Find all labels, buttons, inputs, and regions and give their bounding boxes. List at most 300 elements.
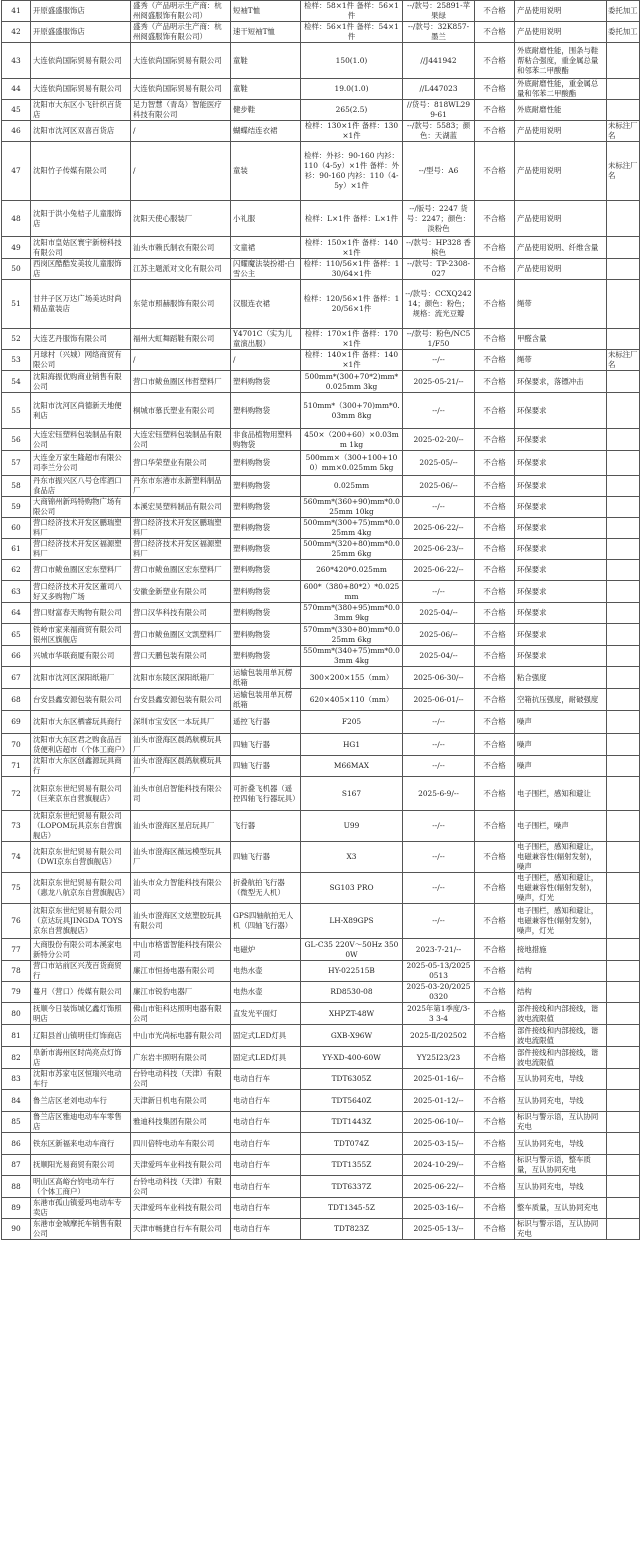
batch-cell: --/-- — [403, 711, 475, 734]
product-cell: 固定式LED灯具 — [231, 1025, 301, 1047]
result-cell: 不合格 — [475, 689, 515, 711]
product-cell: 文童裙 — [231, 237, 301, 259]
failed-items-cell: 电子围栏，感知和避让，电磁兼容性(辐射发射)，噪声 — [515, 842, 607, 873]
remark-cell: 未标注厂名 — [607, 142, 640, 201]
maker-cell: 廉江市锐豹电器厂 — [131, 982, 231, 1003]
failed-items-cell: 环保要求 — [515, 451, 607, 476]
row-number: 74 — [2, 842, 31, 873]
spec-cell: 500mm*(320+80)mm*0.025mm 6kg — [301, 539, 403, 560]
result-cell: 不合格 — [475, 329, 515, 350]
spec-cell: HY-022515B — [301, 961, 403, 982]
product-cell: 运输包装用单瓦楞纸箱 — [231, 689, 301, 711]
batch-cell: 2025-03-20/20250320 — [403, 982, 475, 1003]
failed-items-cell: 互认协同充电，导线 — [515, 1069, 607, 1090]
failed-items-cell: 产品使用说明 — [515, 1, 607, 22]
row-number: 87 — [2, 1155, 31, 1176]
remark-cell — [607, 667, 640, 689]
table-row — [2, 1, 640, 22]
row-number: 61 — [2, 539, 31, 560]
row-number: 83 — [2, 1069, 31, 1090]
table-row — [2, 350, 640, 371]
seller-cell: 蔓月（营口）传媒有限公司 — [31, 982, 131, 1003]
spec-cell: 检样：110/56×1件 备样：130/64×1件 — [301, 259, 403, 280]
product-cell: 电动自行车 — [231, 1219, 301, 1240]
table-row — [2, 811, 640, 842]
seller-cell: 铁东区新福来电动车商行 — [31, 1133, 131, 1155]
batch-cell: 2025-03-16/-- — [403, 1198, 475, 1219]
maker-cell: 中山市格雷智能科技有限公司 — [131, 939, 231, 961]
result-cell: 不合格 — [475, 560, 515, 581]
product-cell: 运输包装用单瓦楞纸箱 — [231, 667, 301, 689]
failed-items-cell: 产品使用说明 — [515, 259, 607, 280]
seller-cell: 大连宏钰塑料包装制品有限公司 — [31, 429, 131, 451]
maker-cell: 天津市畅捷自行车有限公司 — [131, 1219, 231, 1240]
maker-cell: 广东岩丰照明有限公司 — [131, 1047, 231, 1069]
product-cell: 电热水壶 — [231, 961, 301, 982]
batch-cell: 2025-06-22/-- — [403, 560, 475, 581]
remark-cell — [607, 939, 640, 961]
seller-cell: 大商股份有限公司本溪家电新特分公司 — [31, 939, 131, 961]
product-cell: 塑料购物袋 — [231, 451, 301, 476]
product-cell: 固定式LED灯具 — [231, 1047, 301, 1069]
row-number: 42 — [2, 22, 31, 43]
seller-cell: 沈阳京东世纪贸易有限公司（京达玩具JINGDA TOYS京东自营旗舰店） — [31, 904, 131, 939]
seller-cell: 大商锦州新玛特购物广场有限公司 — [31, 497, 131, 518]
product-cell: 塑料购物袋 — [231, 539, 301, 560]
spec-cell: 检样：56×1件 备样：54×1件 — [301, 22, 403, 43]
result-cell: 不合格 — [475, 259, 515, 280]
failed-items-cell: 空箱抗压强度，耐破强度 — [515, 689, 607, 711]
failed-items-cell: 部件接线和内部接线，谐波电流限值 — [515, 1003, 607, 1025]
seller-cell: 东港市金城摩托车销售有限公司 — [31, 1219, 131, 1240]
row-number: 86 — [2, 1133, 31, 1155]
seller-cell: 东港市孤山镇爱玛电动车专卖店 — [31, 1198, 131, 1219]
product-cell: Y4701C（实为儿童演出服） — [231, 329, 301, 350]
failed-items-cell: 部件接线和内部接线，谐波电流限值 — [515, 1047, 607, 1069]
row-number: 58 — [2, 476, 31, 497]
maker-cell: 汕头市澄海区星启玩具厂 — [131, 811, 231, 842]
seller-cell: 沈阳市大东区小飞针织百货店 — [31, 100, 131, 121]
product-cell: 塑料购物袋 — [231, 518, 301, 539]
failed-items-cell: 甲醛含量 — [515, 329, 607, 350]
table-row — [2, 734, 640, 756]
product-cell: 电动自行车 — [231, 1176, 301, 1198]
spec-cell: 500mm×（300+100+100）mm×0.025mm 5kg — [301, 451, 403, 476]
remark-cell — [607, 1112, 640, 1133]
row-number: 53 — [2, 350, 31, 371]
failed-items-cell: 环保要求 — [515, 603, 607, 624]
maker-cell: 大连依尚国际贸易有限公司 — [131, 43, 231, 79]
failed-items-cell: 环保要求 — [515, 581, 607, 603]
remark-cell — [607, 689, 640, 711]
row-number: 51 — [2, 280, 31, 329]
result-cell: 不合格 — [475, 961, 515, 982]
table-row — [2, 603, 640, 624]
failed-items-cell: 部件接线和内部接线，谐波电流限值 — [515, 1025, 607, 1047]
product-cell: 塑料购物袋 — [231, 560, 301, 581]
batch-cell: 2023-7-21/-- — [403, 939, 475, 961]
maker-cell: 大连依尚国际贸易有限公司 — [131, 79, 231, 100]
spec-cell: 300×200×155（mm） — [301, 667, 403, 689]
table-row — [2, 79, 640, 100]
maker-cell: 天津爱玛车业科技有限公司 — [131, 1198, 231, 1219]
result-cell: 不合格 — [475, 904, 515, 939]
batch-cell: --/款号：CCXQ24214；颜色：粉色；规格：流光豆瓣 — [403, 280, 475, 329]
remark-cell — [607, 329, 640, 350]
spec-cell: YY-XD-400-60W — [301, 1047, 403, 1069]
batch-cell: --/款号：粉色/NC51/F50 — [403, 329, 475, 350]
maker-cell: 大连宏钰塑料包装制品有限公司 — [131, 429, 231, 451]
seller-cell: 沈阳京东世纪贸易有限公司（DWI京东自营旗舰店） — [31, 842, 131, 873]
remark-cell — [607, 79, 640, 100]
seller-cell: 沈阳市沈河区深阳纸箱厂 — [31, 667, 131, 689]
table-row — [2, 1155, 640, 1176]
result-cell: 不合格 — [475, 393, 515, 429]
row-number: 55 — [2, 393, 31, 429]
spec-cell: 500mm*(300+70*2)mm*0.025mm 3kg — [301, 371, 403, 393]
spec-cell: TDT5640Z — [301, 1090, 403, 1112]
spec-cell: 510mm*（300+70)mm*0.03mm 8kg — [301, 393, 403, 429]
table-row — [2, 429, 640, 451]
row-number: 50 — [2, 259, 31, 280]
maker-cell: 天津新日机电有限公司 — [131, 1090, 231, 1112]
inspection-results-table — [1, 0, 640, 1240]
result-cell: 不合格 — [475, 121, 515, 142]
maker-cell: 四川倍特电动车有限公司 — [131, 1133, 231, 1155]
failed-items-cell: 产品使用说明、纤维含量 — [515, 237, 607, 259]
maker-cell: 天津爱玛车业科技有限公司 — [131, 1155, 231, 1176]
batch-cell: 2024-10-29/-- — [403, 1155, 475, 1176]
product-cell: 速干短袖T恤 — [231, 22, 301, 43]
maker-cell: 盛秀（产品明示生产商：杭州阅盛服饰有限公司） — [131, 22, 231, 43]
result-cell: 不合格 — [475, 603, 515, 624]
batch-cell: 2025-06-22/-- — [403, 518, 475, 539]
seller-cell: 沈阳市沈河区双喜百货店 — [31, 121, 131, 142]
row-number: 54 — [2, 371, 31, 393]
spec-cell: XHPZT-48W — [301, 1003, 403, 1025]
result-cell: 不合格 — [475, 429, 515, 451]
maker-cell: 足力智慧（青岛）智能医疗科技有限公司 — [131, 100, 231, 121]
result-cell: 不合格 — [475, 350, 515, 371]
row-number: 84 — [2, 1090, 31, 1112]
table-row — [2, 497, 640, 518]
remark-cell — [607, 371, 640, 393]
remark-cell — [607, 624, 640, 646]
seller-cell: 沈阳市苏家屯区恒瑞兴电动车行 — [31, 1069, 131, 1090]
failed-items-cell: 互认协同充电，导线 — [515, 1090, 607, 1112]
batch-cell: 2025-04/-- — [403, 603, 475, 624]
remark-cell — [607, 1176, 640, 1198]
batch-cell: //J441942 — [403, 43, 475, 79]
row-number: 48 — [2, 201, 31, 237]
spec-cell: 265(2.5) — [301, 100, 403, 121]
table-row — [2, 539, 640, 560]
row-number: 44 — [2, 79, 31, 100]
seller-cell: 营口经济技术开发区福源塑料厂 — [31, 539, 131, 560]
product-cell: 四轴飞行器 — [231, 734, 301, 756]
table-row — [2, 1219, 640, 1240]
failed-items-cell: 产品使用说明 — [515, 22, 607, 43]
row-number: 71 — [2, 756, 31, 777]
batch-cell: 2025-06-01/-- — [403, 689, 475, 711]
seller-cell: 开原盛盛服饰店 — [31, 22, 131, 43]
table-row — [2, 201, 640, 237]
batch-cell: 2025-01-12/-- — [403, 1090, 475, 1112]
product-cell: 闪耀魔法装扮裙-白雪公主 — [231, 259, 301, 280]
maker-cell: 营口市鲅鱼圈区宏东塑料厂 — [131, 560, 231, 581]
remark-cell — [607, 539, 640, 560]
product-cell: 四轴飞行器 — [231, 842, 301, 873]
remark-cell: 未标注厂名 — [608, 121, 638, 140]
table-row — [2, 393, 640, 429]
spec-cell: 260*420*0.025mm — [301, 560, 403, 581]
seller-cell: 丹东市振兴区八号仓库酒口食品店 — [31, 476, 131, 497]
result-cell: 不合格 — [475, 1155, 515, 1176]
product-cell: 电动自行车 — [231, 1155, 301, 1176]
product-cell: 小礼服 — [231, 201, 301, 237]
row-number: 49 — [2, 237, 31, 259]
batch-cell: 2025-01-16/-- — [403, 1069, 475, 1090]
batch-cell: --/-- — [403, 734, 475, 756]
remark-cell — [607, 1003, 640, 1025]
table-row — [2, 581, 640, 603]
row-number: 47 — [2, 142, 31, 201]
remark-cell — [607, 982, 640, 1003]
product-cell: 非食品植物用塑料购物袋 — [231, 429, 301, 451]
failed-items-cell: 电子围栏，感知和避让，电磁兼容性(辐射发射)，噪声，灯光 — [515, 904, 607, 939]
row-number: 81 — [2, 1025, 31, 1047]
remark-cell — [607, 756, 640, 777]
remark-cell — [607, 560, 640, 581]
product-cell: 电磁炉 — [231, 939, 301, 961]
failed-items-cell: 环保要求 — [515, 518, 607, 539]
table-row — [2, 1003, 640, 1025]
table-row — [2, 756, 640, 777]
table-row — [2, 22, 640, 43]
seller-cell: 明山区高峪台钧电动车行（个体工商户） — [31, 1176, 131, 1198]
spec-cell: 570mm*(380+95)mm*0.03mm 9kg — [301, 603, 403, 624]
maker-cell: 东莞市照赫服饰有限公司 — [131, 280, 231, 329]
failed-items-cell: 噪声 — [515, 756, 607, 777]
remark-cell — [607, 734, 640, 756]
failed-items-cell: 电子围栏，感知和避让，电磁兼容性(辐射发射)，噪声，灯光 — [515, 873, 607, 904]
table-row — [2, 1176, 640, 1198]
table-row — [2, 476, 640, 497]
remark-cell — [607, 961, 640, 982]
failed-items-cell: 产品使用说明 — [515, 121, 607, 142]
result-cell: 不合格 — [475, 1047, 515, 1069]
batch-cell: YY25I23/23 — [403, 1047, 475, 1069]
row-number: 85 — [2, 1112, 31, 1133]
result-cell: 不合格 — [475, 1025, 515, 1047]
batch-cell: --/款号：25891-苹果绿 — [403, 1, 475, 22]
product-cell: 童鞋 — [231, 43, 301, 79]
failed-items-cell: 标识与警示语，互认协同充电 — [515, 1219, 607, 1240]
batch-cell: 2025-06/-- — [403, 476, 475, 497]
row-number: 45 — [2, 100, 31, 121]
result-cell: 不合格 — [475, 43, 515, 79]
table-row — [2, 1047, 640, 1069]
table-row — [2, 329, 640, 350]
remark-cell — [607, 429, 640, 451]
seller-cell: 甘井子区万达广场美达时尚精品童装店 — [31, 280, 131, 329]
spec-cell: 600*（380+80*2）*0.025mm — [301, 581, 403, 603]
maker-cell: 丹东市东港市永新塑料制品厂 — [131, 476, 231, 497]
result-cell: 不合格 — [475, 142, 515, 201]
table-row — [2, 904, 640, 939]
seller-cell: 营口经济技术开发区鹏瑞塑料厂 — [31, 518, 131, 539]
maker-cell: / — [131, 350, 231, 371]
spec-cell: TDT1345-5Z — [301, 1198, 403, 1219]
failed-items-cell: 绳带 — [515, 350, 607, 371]
row-number: 82 — [2, 1047, 31, 1069]
batch-cell: 2025年第1季度/3-3 3-4 — [403, 1003, 475, 1025]
spec-cell: M66MAX — [301, 756, 403, 777]
maker-cell: 安徽金新塑业有限公司 — [131, 581, 231, 603]
batch-cell: --/-- — [403, 873, 475, 904]
seller-cell: 沈阳市大东区君之购食品百货便利店超市（个体工商户） — [31, 734, 131, 756]
batch-cell: 2025-06-10/-- — [403, 1112, 475, 1133]
spec-cell: F205 — [301, 711, 403, 734]
remark-cell — [607, 476, 640, 497]
remark-cell — [607, 603, 640, 624]
remark-cell: 委托加工 — [607, 22, 640, 43]
result-cell: 不合格 — [475, 1176, 515, 1198]
row-number: 62 — [2, 560, 31, 581]
table-row — [2, 142, 640, 201]
seller-cell: 兴城市华联商厦有限公司 — [31, 646, 131, 667]
remark-cell — [607, 201, 640, 237]
failed-items-cell: 环保要求 — [515, 476, 607, 497]
product-cell: 塑料购物袋 — [231, 603, 301, 624]
failed-items-cell: 产品使用说明 — [515, 201, 607, 237]
product-cell: 电动自行车 — [231, 1090, 301, 1112]
maker-cell: 江苏主题派对文化有限公司 — [131, 259, 231, 280]
maker-cell: 营口经济技术开发区福源塑料厂 — [131, 539, 231, 560]
failed-items-cell: 互认协同充电，导线 — [515, 1133, 607, 1155]
maker-cell: 中山市光尚标电器有限公司 — [131, 1025, 231, 1047]
remark-cell — [607, 1133, 640, 1155]
batch-cell: --/-- — [403, 756, 475, 777]
seller-cell: 铁岭市家来福商贸有限公司银州区旗舰店 — [31, 624, 131, 646]
seller-cell: 营口市站前区兴茂百货商贸行 — [31, 961, 131, 982]
product-cell: 塑料购物袋 — [231, 624, 301, 646]
failed-items-cell: 噪声 — [515, 734, 607, 756]
spec-cell: TDT823Z — [301, 1219, 403, 1240]
product-cell: GPS四轴航拍无人机（四轴飞行器） — [231, 904, 301, 939]
product-cell: 可折叠飞机器（遥控四轴飞行器玩具） — [231, 777, 301, 811]
batch-cell: --/款号：32K857-墨兰 — [403, 22, 475, 43]
remark-cell — [607, 646, 640, 667]
table-row — [2, 1198, 640, 1219]
batch-cell: 2025-02-20/-- — [403, 429, 475, 451]
result-cell: 不合格 — [475, 280, 515, 329]
product-cell: 塑料购物袋 — [231, 476, 301, 497]
product-cell: 塑料购物袋 — [231, 646, 301, 667]
result-cell: 不合格 — [475, 476, 515, 497]
row-number: 78 — [2, 961, 31, 982]
remark-cell — [607, 1219, 640, 1240]
row-number: 66 — [2, 646, 31, 667]
batch-cell: --/款号：5583；颜色：天湖蓝 — [403, 121, 475, 142]
remark-cell — [607, 518, 640, 539]
result-cell: 不合格 — [475, 842, 515, 873]
maker-cell: 汕头市澄海区晨鸽航模玩具厂 — [131, 734, 231, 756]
batch-cell: 2025-05-13/20250513 — [403, 961, 475, 982]
table-row — [2, 711, 640, 734]
table-row — [2, 518, 640, 539]
maker-cell: 营口市鲅鱼圈区伟哲塑料厂 — [131, 371, 231, 393]
result-cell: 不合格 — [475, 100, 515, 121]
remark-cell — [607, 842, 640, 873]
seller-cell: 鲁兰店区雅迪电动车车零售店 — [31, 1112, 131, 1133]
maker-cell: 福州大虹舞蹈鞋有限公司 — [131, 329, 231, 350]
failed-items-cell: 电子围栏，噪声 — [515, 811, 607, 842]
row-number: 65 — [2, 624, 31, 646]
remark-cell: 委托加工 — [607, 1, 640, 22]
row-number: 77 — [2, 939, 31, 961]
row-number: 73 — [2, 811, 31, 842]
failed-items-cell: 外底耐磨性能 — [515, 100, 607, 121]
table-row — [2, 371, 640, 393]
row-number: 57 — [2, 451, 31, 476]
remark-cell — [607, 393, 640, 429]
result-cell: 不合格 — [475, 237, 515, 259]
seller-cell: 沈阳市大东区栖睿玩具商行 — [31, 711, 131, 734]
result-cell: 不合格 — [475, 982, 515, 1003]
maker-cell: 营口市鲅鱼圈区文凯塑料厂 — [131, 624, 231, 646]
product-cell: 电动自行车 — [231, 1112, 301, 1133]
result-cell: 不合格 — [475, 811, 515, 842]
batch-cell: 2025-06-22/-- — [403, 1176, 475, 1198]
maker-cell: / — [131, 121, 231, 142]
spec-cell: X3 — [301, 842, 403, 873]
result-cell: 不合格 — [475, 371, 515, 393]
maker-cell: 佛山市钜科达照明电器有限公司 — [131, 1003, 231, 1025]
row-number: 68 — [2, 689, 31, 711]
remark-cell — [607, 811, 640, 842]
maker-cell: 营口汉华科技有限公司 — [131, 603, 231, 624]
spec-cell: 检样：150×1件 备样：140×1件 — [301, 237, 403, 259]
seller-cell: 大连依尚国际贸易有限公司 — [31, 79, 131, 100]
failed-items-cell: 环保要求 — [515, 560, 607, 581]
table-row — [2, 1069, 640, 1090]
remark-cell — [607, 1198, 640, 1219]
batch-cell: --/-- — [403, 811, 475, 842]
spec-cell: TDT1355Z — [301, 1155, 403, 1176]
batch-cell: 2025-6-9/-- — [403, 777, 475, 811]
table-row — [2, 560, 640, 581]
table-row — [2, 777, 640, 811]
failed-items-cell: 产品使用说明 — [515, 142, 607, 201]
remark-cell — [607, 1069, 640, 1090]
product-cell: 塑料购物袋 — [231, 497, 301, 518]
seller-cell: 台安县鑫安源包装有限公司 — [31, 689, 131, 711]
result-cell: 不合格 — [475, 939, 515, 961]
batch-cell: --/-- — [403, 393, 475, 429]
seller-cell: 辽阳县首山镇明佳灯饰商店 — [31, 1025, 131, 1047]
row-number: 89 — [2, 1198, 31, 1219]
table-row — [2, 121, 640, 142]
table-row — [2, 259, 640, 280]
table-row — [2, 280, 640, 329]
maker-cell: 桐城市慕氏塑业有限公司 — [131, 393, 231, 429]
batch-cell: --/款号：TP-2308-027 — [403, 259, 475, 280]
seller-cell: 沈阳竹子传媒有限公司 — [31, 142, 131, 201]
row-number: 72 — [2, 777, 31, 811]
result-cell: 不合格 — [475, 756, 515, 777]
product-cell: 电动自行车 — [231, 1069, 301, 1090]
